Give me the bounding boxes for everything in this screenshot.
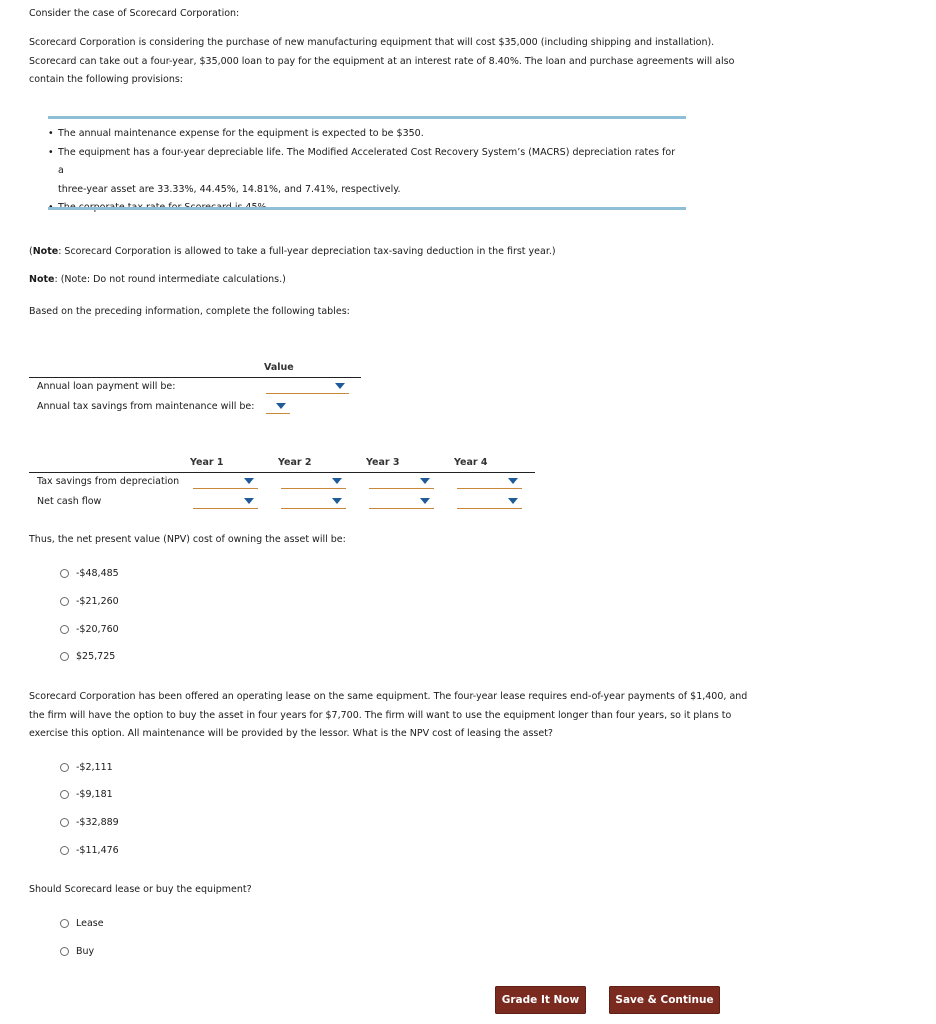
npv-owning-option[interactable]: -$20,760 [60,621,119,637]
lease-or-buy-question: Should Scorecard lease or buy the equipment? [29,884,252,895]
npv-leasing-option[interactable]: -$11,476 [60,842,119,858]
lease-or-buy-option[interactable]: Lease [60,915,104,931]
intro-line-2: Scorecard can take out a four-year, $35,000 loan to pay for the equipment at an interest rate of 8.40%. The loan and purchase agreements will also [29,55,735,67]
chevron-down-icon [335,383,345,389]
chevron-down-icon [332,498,342,504]
lease-or-buy-option[interactable]: Buy [60,943,94,959]
table2-header-rule [29,472,535,473]
net-cash-flow-year4-dropdown[interactable] [457,495,522,509]
table2-header-year2: Year 2 [278,457,312,468]
npv-owning-option[interactable]: -$48,485 [60,565,119,581]
intro-paragraph [29,34,749,90]
npv-owning-option[interactable]: -$21,260 [60,593,119,609]
net-cash-flow-year3-dropdown[interactable] [369,495,434,509]
npv-owning-option[interactable]: $25,725 [60,648,115,664]
table2-row-label: Tax savings from depreciation [37,476,180,487]
table2-header-year4: Year 4 [454,457,488,468]
table2-header-year3: Year 3 [366,457,400,468]
grade-it-now-button[interactable]: Grade It Now [495,986,586,1014]
provisions-top-rule [48,116,686,119]
provision-item: • The equipment has a four-year depreciable life. The Modified Accelerated Cost Recovery System’s (MACRS) depreciation rates for a three-year asset are 33.33%, 44.45%, 14.81%, and 7.41%, respectively. [48,144,678,200]
lease-question [29,688,749,744]
chevron-down-icon [244,478,254,484]
intro-line-1: Scorecard Corporation is considering the purchase of new manufacturing equipment that will cost $35,000 (including shipping and installation). [29,37,715,48]
depreciation-year3-dropdown[interactable] [369,475,434,489]
depreciation-year4-dropdown[interactable] [457,475,522,489]
net-cash-flow-year1-dropdown[interactable] [193,495,258,509]
provision-item: • The annual maintenance expense for the equipment is expected to be $350. [48,125,678,144]
table1-row-label: Annual loan payment will be: [37,381,176,392]
radio-icon[interactable] [60,919,69,928]
table1-row-label: Annual tax savings from maintenance will be: [37,401,255,412]
radio-icon[interactable] [60,625,69,634]
lease-question-line: exercise this option. All maintenance will be provided by the lessor. What is the NPV cost of leasing the asset? [29,728,553,739]
loan-payment-dropdown[interactable] [266,380,349,394]
save-and-continue-button[interactable]: Save & Continue [609,986,720,1014]
provisions-bottom-rule [48,207,686,210]
radio-icon[interactable] [60,597,69,606]
provisions-list [48,125,678,218]
note-depreciation: (Note: Scorecard Corporation is allowed to take a full-year depreciation tax-saving deduction in the first year.) [29,246,556,257]
npv-leasing-option[interactable]: -$9,181 [60,786,113,802]
instruction-text: Based on the preceding information, complete the following tables: [29,306,350,317]
maintenance-tax-savings-dropdown[interactable] [266,400,290,414]
chevron-down-icon [332,478,342,484]
npv-owning-question: Thus, the net present value (NPV) cost of owning the asset will be: [29,534,346,545]
radio-icon[interactable] [60,947,69,956]
depreciation-year1-dropdown[interactable] [193,475,258,489]
note-rounding: Note: (Note: Do not round intermediate calculations.) [29,274,286,285]
chevron-down-icon [508,478,518,484]
table2-row-label: Net cash flow [37,496,102,507]
radio-icon[interactable] [60,569,69,578]
npv-leasing-option[interactable]: -$32,889 [60,814,119,830]
lease-question-line: Scorecard Corporation has been offered an operating lease on the same equipment. The four-year lease requires end-of-year payments of $1,400, and [29,691,748,702]
intro-heading: Consider the case of Scorecard Corporation: [29,8,240,19]
lease-question-line: the firm will have the option to buy the asset in four years for $7,700. The firm will want to use the equipment longer than four years, so it plans to [29,709,732,721]
radio-icon[interactable] [60,790,69,799]
radio-icon[interactable] [60,818,69,827]
chevron-down-icon [508,498,518,504]
chevron-down-icon [244,498,254,504]
table2-header-year1: Year 1 [190,457,224,468]
chevron-down-icon [420,478,430,484]
net-cash-flow-year2-dropdown[interactable] [281,495,346,509]
radio-icon[interactable] [60,763,69,772]
radio-icon[interactable] [60,652,69,661]
depreciation-year2-dropdown[interactable] [281,475,346,489]
table1-header-rule [29,377,361,378]
npv-leasing-option[interactable]: -$2,111 [60,759,113,775]
chevron-down-icon [420,498,430,504]
radio-icon[interactable] [60,846,69,855]
intro-line-3: contain the following provisions: [29,74,183,85]
chevron-down-icon [276,403,286,409]
table1-header-value: Value [264,362,294,373]
